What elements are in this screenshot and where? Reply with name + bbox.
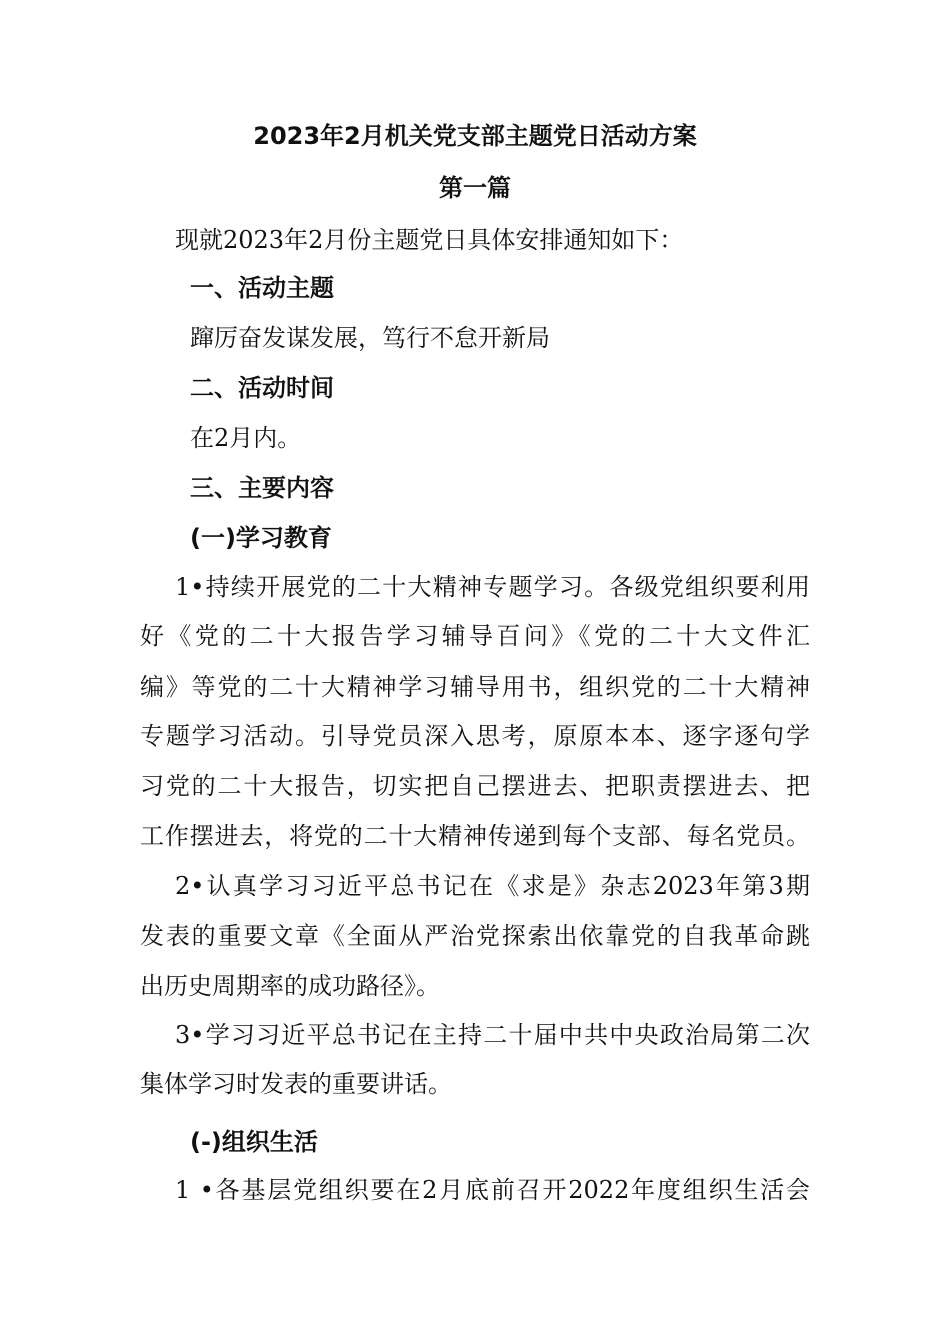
subsection2-item1: 1 •各基层党组织要在2月底前召开2022年度组织生活会 [175,1176,810,1204]
item2-line: 出历史周期率的成功路径》。 [140,972,440,1000]
item1-line: 好《党的二十大报告学习辅导百问》《党的二十大文件汇 [140,622,810,650]
item2-line: 2•认真学习习近平总书记在《求是》杂志2023年第3期 [175,872,810,900]
item1-line: 1•持续开展党的二十大精神专题学习。各级党组织要利用 [175,573,810,601]
item1-line: 编》等党的二十大精神学习辅导用书，组织党的二十大精神 [140,673,810,701]
section-heading-3: 三、主要内容 [190,474,334,502]
section-heading-1: 一、活动主题 [190,274,334,302]
item1-line: 工作摆进去，将党的二十大精神传递到每个支部、每名党员。 [140,822,810,850]
section-body-2: 在2月内。 [190,424,302,452]
section-body-1: 蹿厉奋发谋发展，笃行不怠开新局 [190,324,550,352]
document-title: 2023年2月机关党支部主题党日活动方案 [253,122,697,150]
item1-line: 专题学习活动。引导党员深入思考，原原本本、逐字逐句学 [140,722,810,750]
item3-line: 3•学习习近平总书记在主持二十届中共中央政治局第二次 [175,1021,810,1049]
intro-paragraph: 现就2023年2月份主题党日具体安排通知如下： [175,226,684,254]
section-heading-2: 二、活动时间 [190,374,334,402]
subsection-heading-2: (-)组织生活 [190,1128,318,1156]
item3-line: 集体学习时发表的重要讲话。 [140,1070,452,1098]
item2-line: 发表的重要文章《全面从严治党探索出依靠党的自我革命跳 [140,922,810,950]
item1-line: 习党的二十大报告，切实把自己摆进去、把职责摆进去、把 [140,772,810,800]
subsection-heading-1: (一)学习教育 [190,524,332,552]
document-subtitle: 第一篇 [439,174,511,202]
